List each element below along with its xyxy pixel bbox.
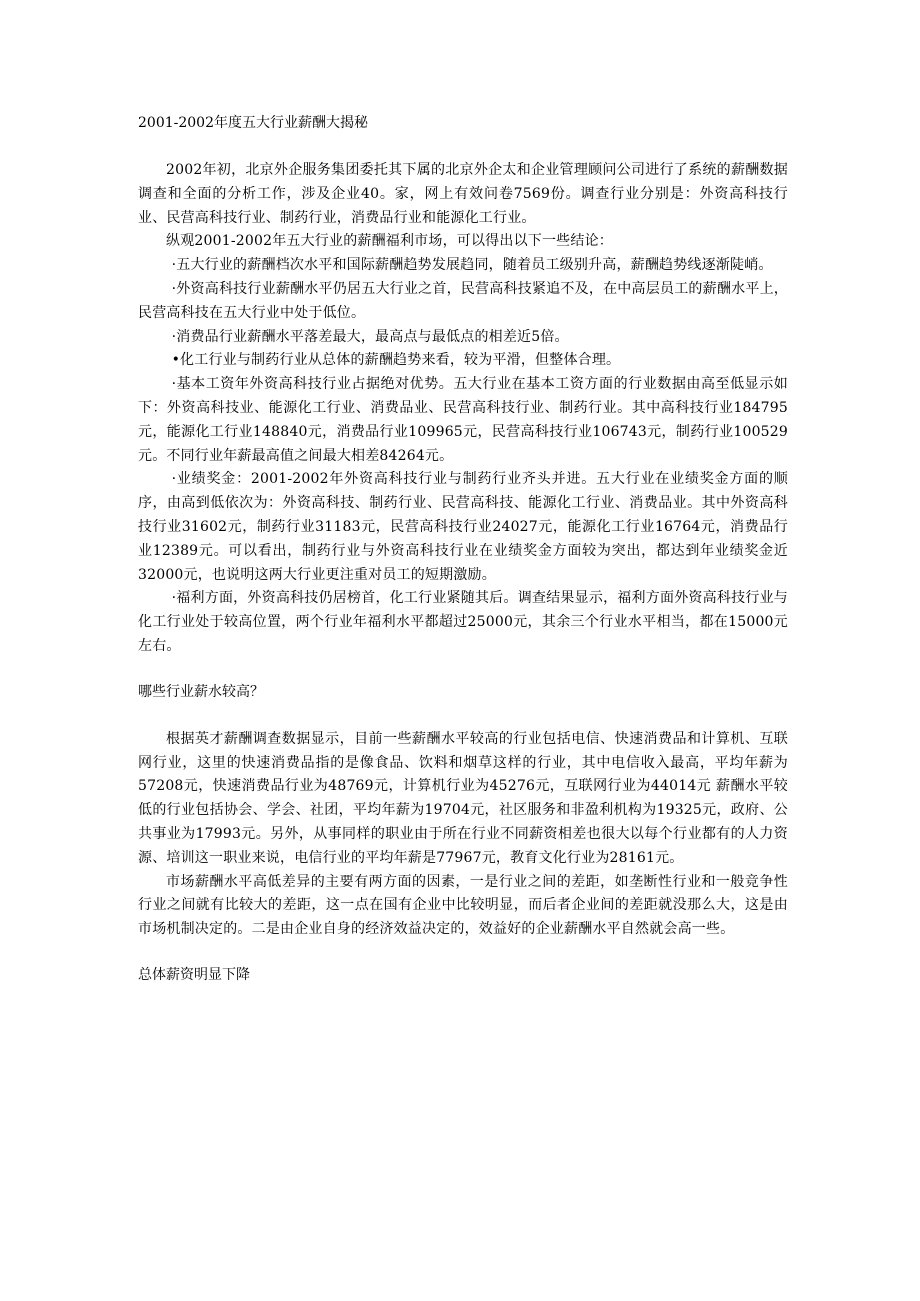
section-heading-salary-decline: 总体薪资明显下降 bbox=[138, 966, 250, 983]
conclusion-item: ·外资高科技行业薪酬水平仍居五大行业之首，民营高科技紧追不及，在中高层员工的薪酬水平上，民营高科技在五大行业中处于低位。 bbox=[138, 280, 788, 321]
document-page bbox=[138, 112, 788, 986]
section-industry-summary bbox=[138, 159, 788, 659]
overview-paragraph: 纵观2001-2002年五大行业的薪酬福利市场，可以得出以下一些结论： bbox=[166, 233, 613, 250]
conclusion-item: ·基本工资年外资高科技行业占据绝对优势。五大行业在基本工资方面的行业数据由高至低显示如下：外资高科技业、能源化工行业、消费品业、民营高科技行业、制药行业。其中高科技行业184795元，能源化工行业148840元，消费品行业109965元，民营高科技行业106743元，制药行业100529元。不同行业年薪最高值之间最大相差84264元。 bbox=[138, 376, 788, 464]
conclusion-item: •化工行业与制药行业从总体的薪酬趋势来看，较为平滑，但整体合理。 bbox=[171, 352, 621, 369]
conclusion-item: ·五大行业的薪酬档次水平和国际薪酬趋势发展趋同，随着员工级别升高，薪酬趋势线逐渐陡峭。 bbox=[171, 257, 773, 274]
intro-paragraph: 2002年初，北京外企服务集团委托其下属的北京外企太和企业管理顾问公司进行了系统的薪酬数据调查和全面的分析工作，涉及企业40。家，网上有效问卷7569份。调查行业分别是：外资高科技行业、民营高科技行业、制药行业，消费品行业和能源化工行业。 bbox=[138, 162, 788, 226]
section-high-pay-industries bbox=[138, 728, 788, 942]
section-heading-high-pay-industries: 哪些行业薪水较高？ bbox=[138, 683, 264, 700]
body-paragraph: 根据英才薪酬调查数据显示，目前一些薪酬水平较高的行业包括电信、快速消费品和计算机、互联网行业，这里的快速消费品指的是像食品、饮料和烟草这样的行业，其中电信收入最高，平均年薪为57208元，快速消费品行业为48769元，计算机行业为45276元，互联网行业为44014元 薪酬水平较低的行业包括协会、学会、社团，平均年薪为19704元，社区服务和非盈利机构为19325元，政府、公共事业为17993元。另外，从事同样的职业由于所在行业不同薪资相差也很大以每个行业都有的人力资源、培训这一职业来说，电信行业的平均年薪是77967元，教育文化行业为28161元。 bbox=[138, 730, 788, 866]
conclusion-item: ·福利方面，外资高科技仍居榜首，化工行业紧随其后。调查结果显示，福利方面外资高科技行业与化工行业处于较高位置，两个行业年福利水平都超过25000元，其余三个行业水平相当，都在15000元左右。 bbox=[138, 590, 788, 654]
conclusion-item: ·消费品行业薪酬水平落差最大，最高点与最低点的相差近5倍。 bbox=[171, 328, 569, 345]
body-paragraph: 市场薪酬水平高低差异的主要有两方面的因素，一是行业之间的差距，如垄断性行业和一般竞争性行业之间就有比较大的差距，这一点在国有企业中比较明显，而后者企业间的差距就没那么大，这是由市场机制决定的。二是由企业自身的经济效益决定的，效益好的企业薪酬水平自然就会高一些。 bbox=[138, 873, 788, 938]
document-title: 2001-2002年度五大行业薪酬大揭秘 bbox=[138, 115, 368, 131]
conclusion-item: ·业绩奖金：2001-2002年外资高科技行业与制药行业齐头并进。五大行业在业绩奖金方面的顺序，由高到低依次为：外资高科技、制药行业、民营高科技、能源化工行业、消费品业。其中外资高科技行业31602元，制药行业31183元，民营高科技行业24027元，能源化工行业16764元，消费品行业12389元。可以看出，制药行业与外资高科技行业在业绩奖金方面较为突出，都达到年业绩奖金近32000元，也说明这两大行业更注重对员工的短期激励。 bbox=[138, 471, 788, 583]
